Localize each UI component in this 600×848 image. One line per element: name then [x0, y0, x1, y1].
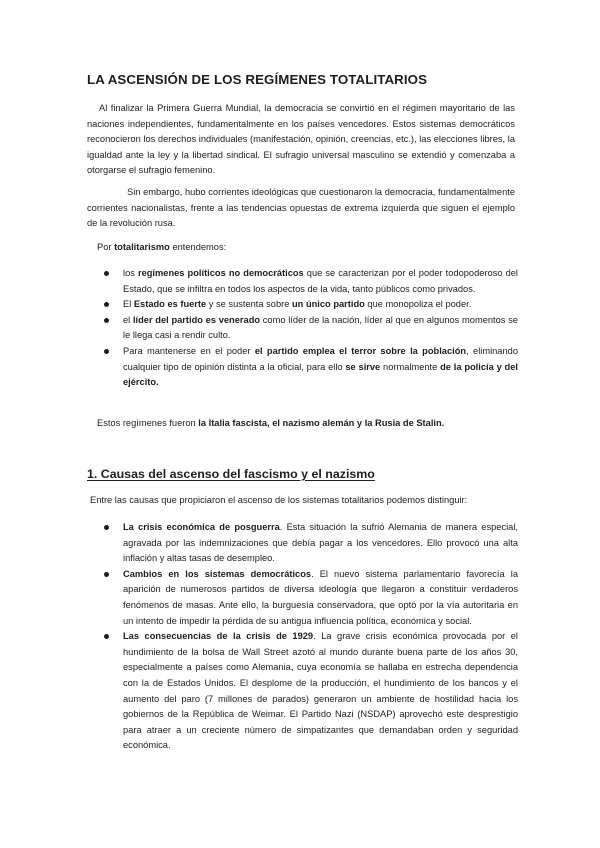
bullet-icon — [104, 302, 109, 307]
text-fragment: los — [123, 268, 138, 278]
regimes-paragraph — [97, 416, 517, 432]
text-fragment: el — [123, 314, 133, 325]
text-fragment: que monopoliza el poder. — [364, 299, 472, 310]
list-item — [104, 344, 518, 391]
bullet-icon — [104, 349, 109, 354]
bold-term: la Italia fascista, el nazismo alemán y la Rusia de Stalin. — [198, 418, 445, 428]
list-item — [104, 629, 518, 754]
bold-term: totalitarismo — [114, 242, 170, 252]
text-fragment: Por — [97, 242, 115, 252]
list-item — [104, 297, 518, 313]
causes-list — [104, 520, 518, 754]
text-fragment: . La grave crisis económica provocada por el hundimiento de la bolsa de Wall Street azotó al mundo durante buena parte de los años 30, especialmente a países como Alemania, cuya economía se hallaba en estrecha dependencia con la de Estados Unidos. El desplome de la producción, el hundimiento de los bancos y el aumento del paro (7 millones de parados) generaron un ambiente de hostilidad hacia los gobiernos de la República de Weimar. El Partido Nazi (NSDAP) aprovechó este desprestigio para atraer a un creciente número de simpatizantes que demandaban orden y seguridad económica. — [123, 631, 518, 751]
bullet-icon — [104, 572, 109, 577]
totalitarismo-characteristics-list — [104, 266, 518, 391]
text-fragment: . El nuevo sistema parlamentario favorecía la aparición de numerosos partidos de diversa ideología que llegaron a constituir verdaderos fenómenos de masas. Ante ello, la burguesía conservadora, que optó por la vía autoritaria en un intento de impedir la pérdida de su antigua influencia política, económica y social. — [123, 568, 518, 626]
text-fragment: , eliminando cualquier tipo de opinión distinta a la oficial, para ello — [123, 345, 518, 372]
bold-term: regímenes políticos no democráticos — [137, 268, 304, 278]
bullet-icon — [104, 634, 109, 639]
bold-term: un único partido — [292, 299, 365, 310]
bold-term: Estado es fuerte — [133, 299, 207, 310]
list-item — [104, 567, 518, 629]
text-fragment: que se caracterizan por el poder todopoderoso del Estado, que se infiltra en todos los aspectos de la vida, tanto públicos como privados. — [123, 268, 519, 294]
text-fragment: y se sustenta sobre — [206, 299, 292, 310]
text-fragment: . Esta situación la sufrió Alemania de manera especial, agravada por las indemnizaciones que debía pagar a los vencedores. Ello provocó una alta inflación y altas tasas de desempleo. — [123, 522, 518, 564]
bold-term: el partido emplea el terror sobre la población — [254, 345, 467, 356]
causes-intro-paragraph: Entre las causas que propiciaron el ascenso de los sistemas totalitarios podemos distinguir: — [90, 495, 468, 505]
text-fragment: Estos regímenes fueron — [97, 418, 199, 428]
text-fragment: entendemos: — [169, 242, 227, 252]
intro-paragraph: Al finalizar la Primera Guerra Mundial, la democracia se convirtió en el régimen mayoritario de las naciones independientes, fundamentalmente en los países vencedores. Estos sistemas democráticos reconocieron los derechos individuales (manifestación, opinión, creencias, etc.), las elecciones libres, la igualdad ante la ley y la libertad sindical. El sufragio universal masculino se extendió y comenzaba a otorgarse el sufragio femenino. — [87, 103, 515, 176]
section-heading: 1. Causas del ascenso del fascismo y el nazismo — [87, 467, 375, 481]
list-item — [104, 266, 518, 297]
text-fragment: El — [123, 299, 134, 310]
text-fragment: como líder de la nación, líder al que en algunos momentos se le llega casi a rendir culto. — [123, 314, 518, 341]
ideologies-paragraph: Sin embargo, hubo corrientes ideológicas que cuestionaron la democracia, fundamentalmente corrientes nacionalistas, frente a las tendencias opuestas de extrema izquierda que siguen el ejemplo de la revolución rusa. — [87, 187, 515, 229]
bold-term: Las consecuencias de la crisis de 1929 — [123, 631, 314, 642]
bullet-icon — [104, 271, 109, 276]
text-fragment: Para mantenerse en el poder — [123, 345, 255, 356]
page-title: LA ASCENSIÓN DE LOS REGÍMENES TOTALITARIOS — [87, 72, 428, 87]
bullet-icon — [104, 525, 109, 530]
bold-term: líder del partido es venerado — [132, 314, 261, 325]
text-fragment: normalmente — [380, 361, 441, 372]
bold-term: se sirve — [345, 361, 381, 372]
totalitarismo-definition-intro — [97, 240, 517, 256]
bullet-icon — [104, 318, 109, 323]
bold-term: de la policía y del ejército. — [123, 361, 518, 388]
list-item — [104, 520, 518, 567]
bold-term: Cambios en los sistemas democráticos — [123, 568, 312, 579]
bold-term: La crisis económica de posguerra — [123, 522, 280, 532]
list-item — [104, 313, 518, 344]
